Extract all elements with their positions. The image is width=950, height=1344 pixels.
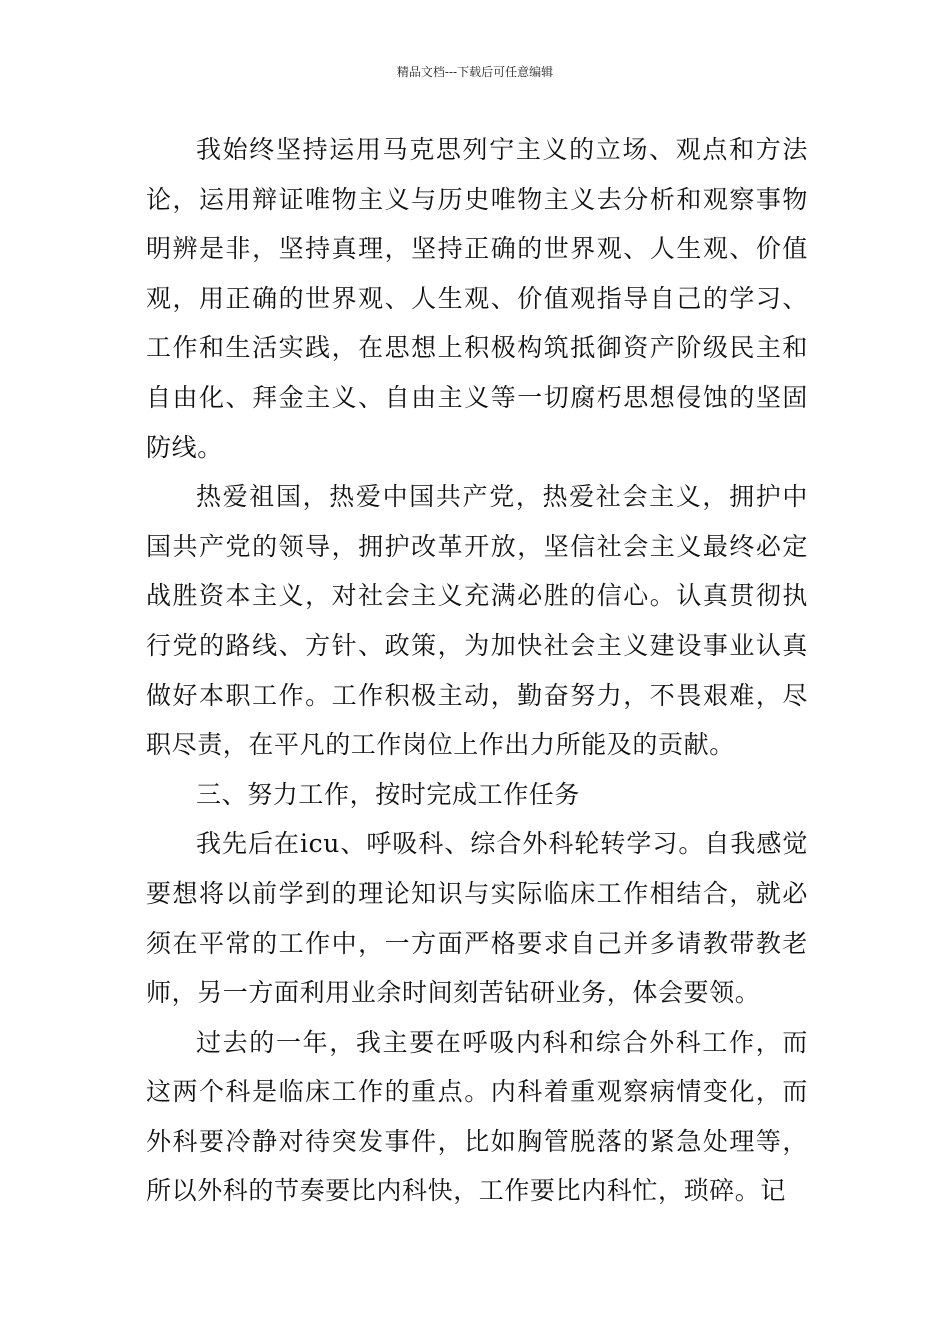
paragraph-rotation: 我先后在icu、呼吸科、综合外科轮转学习。自我感觉要想将以前学到的理论知识与实际临床工作相结合，就必须在平常的工作中，一方面严格要求自己并多请教带教老师，另一方面利用业余时间刻苦钻研业务，体会要领。: [146, 829, 808, 1008]
paragraph-patriotism: 热爱祖国，热爱中国共产党，热爱社会主义，拥护中国共产党的领导，拥护改革开放，坚信社会主义最终必定战胜资本主义，对社会主义充满必胜的信心。认真贯彻执行党的路线、方针、政策，为加快社会主义建设事业认真做好本职工作。工作积极主动，勤奋努力，不畏艰难，尽职尽责，在平凡的工作岗位上作出力所能及的贡献。: [146, 482, 808, 760]
document-body: [146, 125, 808, 1216]
section-heading-work: 三、努力工作，按时完成工作任务: [196, 779, 581, 809]
paragraph-past-year: 过去的一年，我主要在呼吸内科和综合外科工作，而这两个科是临床工作的重点。内科着重观察病情变化，而外科要冷静对待突发事件，比如胸管脱落的紧急处理等，所以外科的节奏要比内科快，工作要比内科忙，琐碎。记: [146, 1027, 808, 1206]
page-header: 精品文档---下载后可任意编辑: [396, 65, 554, 79]
paragraph-ideology: 我始终坚持运用马克思列宁主义的立场、观点和方法论，运用辩证唯物主义与历史唯物主义去分析和观察事物明辨是非，坚持真理，坚持正确的世界观、人生观、价值观，用正确的世界观、人生观、价值观指导自己的学习、工作和生活实践，在思想上积极构筑抵御资产阶级民主和自由化、拜金主义、自由主义等一切腐朽思想侵蚀的坚固防线。: [146, 135, 808, 462]
